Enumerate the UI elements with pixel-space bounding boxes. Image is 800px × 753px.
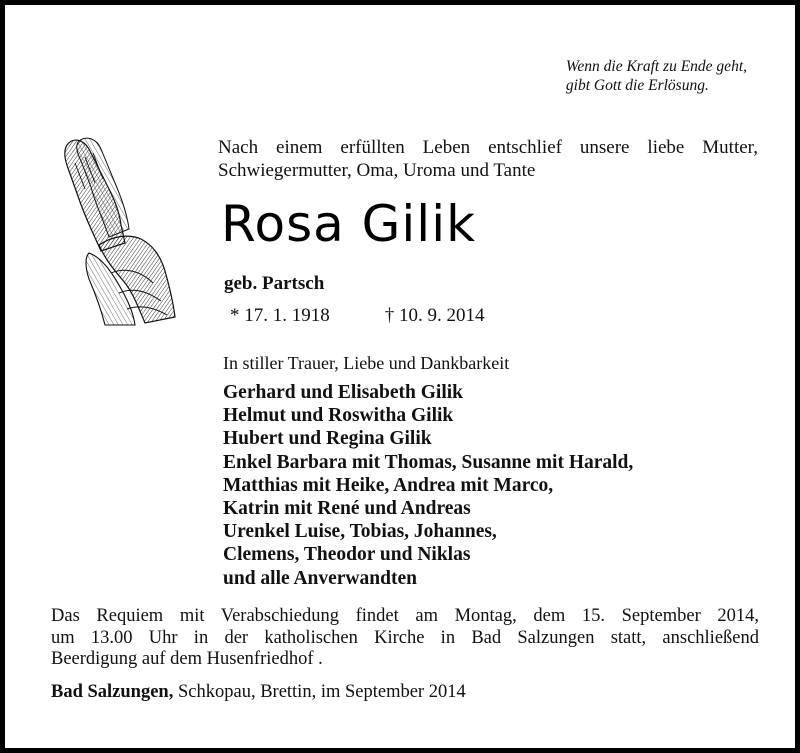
praying-hands-icon [49,133,179,329]
mourner-line: Katrin mit René und Andreas [223,498,471,520]
deceased-name: Rosa Gilik [221,195,477,253]
birth-date: * 17. 1. 1918 [230,305,330,326]
mourning-intro: In stiller Trauer, Liebe und Dankbarkeit [223,353,510,373]
intro-line-2: Schwiegermutter, Oma, Uroma und Tante [218,160,536,181]
place-and-date [51,682,466,703]
intro-line-1: Nach einem erfüllten Leben entschlief unsere liebe Mutter, [218,137,758,158]
motto-quote [566,57,747,95]
mourner-line: Gerhard und Elisabeth Gilik [223,382,464,403]
mourner-line: Clemens, Theodor und Niklas [223,544,471,566]
service-line-2: um 13.00 Uhr in der katholischen Kirche in Bad Salzungen statt, anschließend [51,627,759,648]
service-line-1: Das Requiem mit Verabschiedung findet am Montag, dem 15. September 2014, [51,606,759,626]
mourner-line: Helmut und Roswitha Gilik [223,405,454,427]
motto-line-1: Wenn die Kraft zu Ende geht, [565,58,747,75]
mourner-line: Urenkel Luise, Tobias, Johannes, [223,521,497,543]
place-rest: Schkopau, Brettin, im September 2014 [173,682,466,702]
mourners-list [223,381,633,590]
service-line-3: Beerdigung auf dem Husenfriedhof . [51,649,323,669]
place-primary: Bad Salzungen, [51,682,174,702]
mourner-line: Matthias mit Heike, Andrea mit Marco, [223,474,554,496]
life-dates [230,305,485,327]
mourner-line: Hubert und Regina Gilik [223,428,432,450]
motto-line-2: gibt Gott die Erlösung. [565,77,709,94]
intro-text [218,136,758,182]
death-date: † 10. 9. 2014 [384,305,485,326]
service-notice [51,606,759,671]
mourner-line: und alle Anverwandten [223,567,417,589]
maiden-name: geb. Partsch [224,273,325,294]
mourner-line: Enkel Barbara mit Thomas, Susanne mit Harald, [223,451,634,473]
